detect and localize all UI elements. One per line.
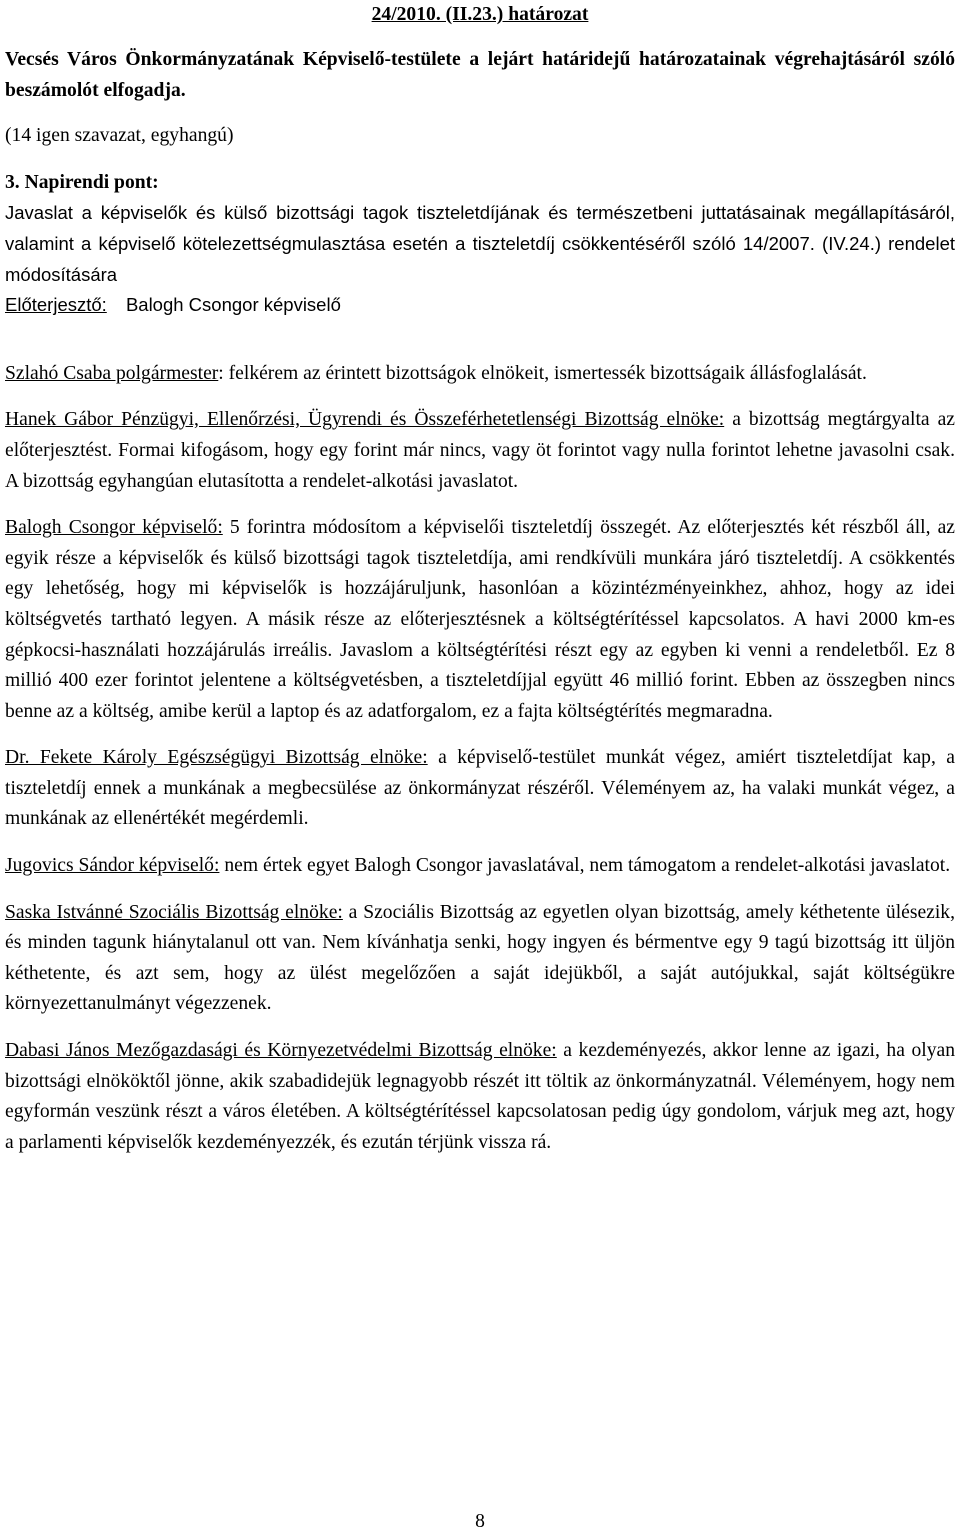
resolution-text: Vecsés Város Önkormányzatának Képviselő-testülete a lejárt határidejű határozatainak végrehajtásáról szóló beszámolót elfogadja.: [5, 49, 955, 101]
statement: [5, 405, 955, 497]
page-number: 8: [475, 1511, 485, 1532]
statement-text: a bizottság megtárgyalta az előterjesztést. Formai kifogásom, hogy egy forint már nincs, vagy öt forintot vagy nulla forintot lehetne javasolni csak. A bizottság egyhangúan elutasította a rendelet-alkotási javaslatot.: [5, 409, 955, 492]
statement-speaker: Szlahó Csaba polgármester: [5, 362, 219, 384]
statement-speaker: Balogh Csongor képviselő:: [5, 517, 223, 539]
vote-result: (14 igen szavazat, egyhangú): [5, 125, 234, 147]
presenter-name: Balogh Csongor képviselő: [125, 294, 341, 316]
statement-speaker: Dr. Fekete Károly Egészségügyi Bizottság elnöke:: [5, 747, 428, 769]
statement: [5, 359, 955, 390]
statement: [5, 743, 955, 835]
statement-text: a kezdeményezés, akkor lenne az igazi, ha olyan bizottsági elnököktől jönne, akik szabadidejük legnagyobb részét itt töltik az önkormányzatnál. Véleményem, hogy nem egyformán veszünk részt a város életében. A költségtérítéssel kapcsolatosan pedig úgy gondolom, várjuk meg azt, hogy a parlamenti képviselők kezdeményezzék, és ezután térjünk vissza rá.: [5, 1040, 955, 1153]
presenter-label: Előterjesztő:: [5, 294, 107, 316]
agenda-heading: 3. Napirendi pont:: [5, 171, 159, 193]
statement-speaker: Dabasi János Mezőgazdasági és Környezetvédelmi Bizottság elnöke:: [5, 1040, 557, 1062]
document-page: [5, 0, 955, 1158]
statement-text: a Szociális Bizottság az egyetlen olyan bizottság, amely kéthetente ülésezik, és minden tagunk hiánytalanul ott van. Nem kívánhatja senki, hogy ingyen és bérmentve egy 9 tagú bizottság itt üljön kéthetente, és azt sem, hogy az ülést megelőzően a saját idejükből, a saját autójukkal, saját költségükre környezettanulmányt végezzenek.: [5, 901, 956, 1015]
agenda-proposal: Javaslat a képviselők és külső bizottsági tagok tiszteletdíjának és természetbeni juttatásainak megállapításáról, valamint a képviselő kötelezettségmulasztása esetén a tiszteletdíj csökkentéséről szóló 14/2007. (IV.24.) rendelet módosítására: [5, 202, 955, 285]
statement-text: felkérem az érintett bizottságok elnökeit, ismertessék bizottságaik állásfoglalását.: [223, 362, 867, 384]
resolution-title: 24/2010. (II.23.) határozat: [371, 4, 589, 25]
statement-separator: :: [218, 362, 224, 384]
statement-text: nem értek egyet Balogh Csongor javaslatával, nem támogatom a rendelet-alkotási javaslatot.: [219, 855, 951, 877]
agenda-presenter: [5, 290, 955, 321]
statement-speaker: Saska Istvánné Szociális Bizottság elnöke:: [5, 901, 343, 923]
statement: [5, 513, 955, 727]
statement: [5, 1036, 955, 1158]
statement-speaker: Hanek Gábor Pénzügyi, Ellenőrzési, Ügyrendi és Összeférhetetlenségi Bizottság elnöke:: [5, 409, 725, 431]
statement: [5, 898, 955, 1020]
statement-speaker: Jugovics Sándor képviselő:: [5, 855, 220, 877]
statement-text: a képviselő-testület munkát végez, amiért tiszteletdíjat kap, a tiszteletdíj ennek a munkának a megbecsülése az önkormányzat részéről. Véleményem az, ha valaki munkát végez, a munkának az ellenértékét megérdemli.: [5, 747, 956, 830]
statement: [5, 851, 955, 882]
statement-text: 5 forintra módosítom a képviselői tiszteletdíj összegét. Az előterjesztés két részből áll, az egyik része a képviselők és külső bizottsági tagok tiszteletdíja, ami rendkívüli munkára járó tiszteletdíj. A csökkentés egy lehetőség, hogy mi képviselők is hozzájáruljunk, hasonlóan a közintézményeinkhez, ahhoz, hogy az idei költségvetés tartható legyen. A másik része az előterjesztésnek a költségtérítéssel kapcsolatos. A havi 2000 km-es gépkocsi-használati hozzájárulás irreális. Javaslom a költségtérítési részt egy az egyben ki venni a rendeletből. Ez 8 millió 400 ezer forintot jelentene a költségvetésben, a tiszteletdíjjal együtt 46 millió forint. Ebben az összegben nincs benne az a költség, amibe kerül a laptop és az adatforgalom, ez a fajta költségtérítés megmaradna.: [5, 517, 956, 722]
